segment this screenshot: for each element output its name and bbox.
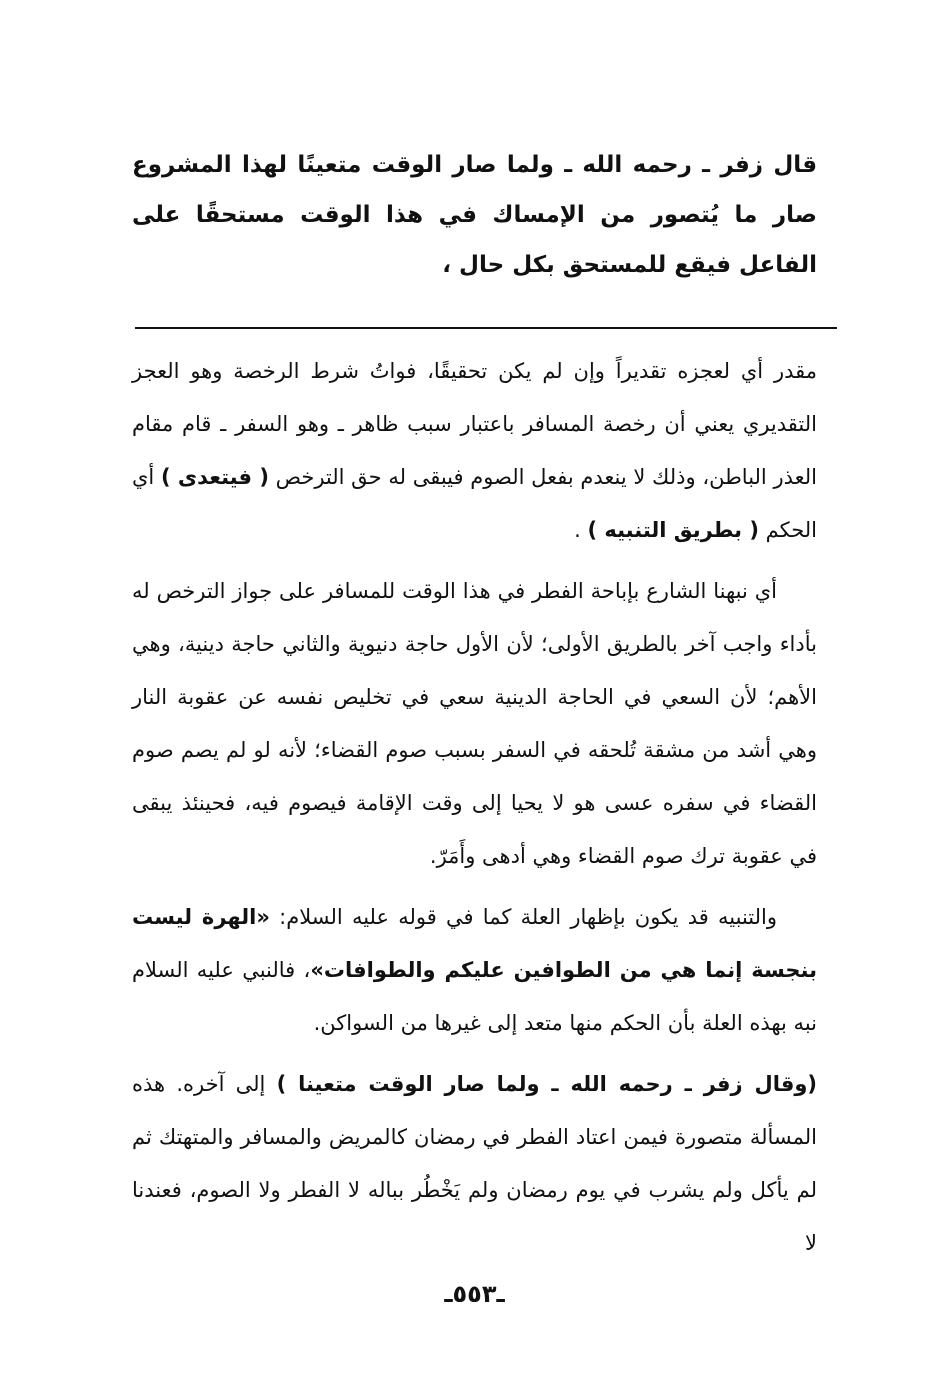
commentary-p2-text: أي نبهنا الشارع بإباحة الفطر في هذا الوقت للمسافر على جواز الترخص له بأداء واجب آخر بالطريق الأولى؛ لأن الأول حاجة دنيوية والثاني حاجة دينية، وهي الأهم؛ لأن السعي في الحاجة الدينية سعي في تخليص نفسه عن عقوبة النار وهي أشد من مشقة تُلحقه في السفر بسبب صوم القضاء؛ لأنه لو لم يصم صوم القضاء في سفره عسى هو لا يحيا إلى وقت الإقامة فيصوم فيه، فحينئذ يبقى في عقوبة ترك صوم القضاء وهي أدهى وأَمَرّ. <box>132 579 817 868</box>
commentary-p4-text-a: إلى آخره. هذه المسألة متصورة فيمن اعتاد الفطر في رمضان كالمريض والمسافر والمتهتك ثم لم يأكل ولم يشرب في يوم رمضان ولم يَخْطُر بباله لا الفطر ولا الصوم، فعندنا لا <box>132 1072 817 1255</box>
commentary-p1-bold-a: ( فيتعدى ) <box>160 465 269 489</box>
commentary-p1-text-c: . <box>574 518 581 542</box>
commentary-p3-bold-a: «الهرة ليست بنجسة إنما هي من الطوافين عليكم والطوافات» <box>132 905 817 982</box>
commentary-paragraph-1 <box>132 345 817 557</box>
commentary-p1-text-a: مقدر أي لعجزه تقديراً وإن لم يكن تحقيقًا، فواتُ شرط الرخصة وهو العجز التقديري يعني أن رخصة المسافر باعتبار سبب ظاهر ـ وهو السفر ـ قام مقام العذر الباطن، وذلك لا ينعدم بفعل الصوم فيبقى له حق الترخص <box>132 359 817 489</box>
commentary-paragraph-2 <box>132 565 817 883</box>
page-number: ـ٥٥٣ـ <box>444 1280 505 1308</box>
footnote-divider <box>135 327 837 329</box>
commentary-paragraph-4 <box>132 1058 817 1270</box>
commentary-block <box>132 345 817 1278</box>
main-text-block <box>132 140 817 290</box>
commentary-p1-text-b: أي الحكم <box>132 465 817 542</box>
commentary-p3-text-b: ، فالنبي عليه السلام نبه بهذه العلة بأن الحكم منها متعد إلى غيرها من السواكن. <box>132 958 817 1035</box>
main-text: قال زفر ـ رحمه الله ـ ولما صار الوقت متعينًا لهذا المشروع صار ما يُتصور من الإمساك في هذا الوقت مستحقًا على الفاعل فيقع للمستحق بكل حال ، <box>132 152 817 278</box>
commentary-p3-text-a: والتنبيه قد يكون بإظهار العلة كما في قوله عليه السلام: <box>279 905 777 929</box>
commentary-paragraph-3 <box>132 891 817 1050</box>
commentary-p4-bold-a: (وقال زفر ـ رحمه الله ـ ولما صار الوقت متعينا ) <box>276 1072 817 1096</box>
commentary-p1-bold-b: ( بطريق التنبيه ) <box>587 518 759 542</box>
